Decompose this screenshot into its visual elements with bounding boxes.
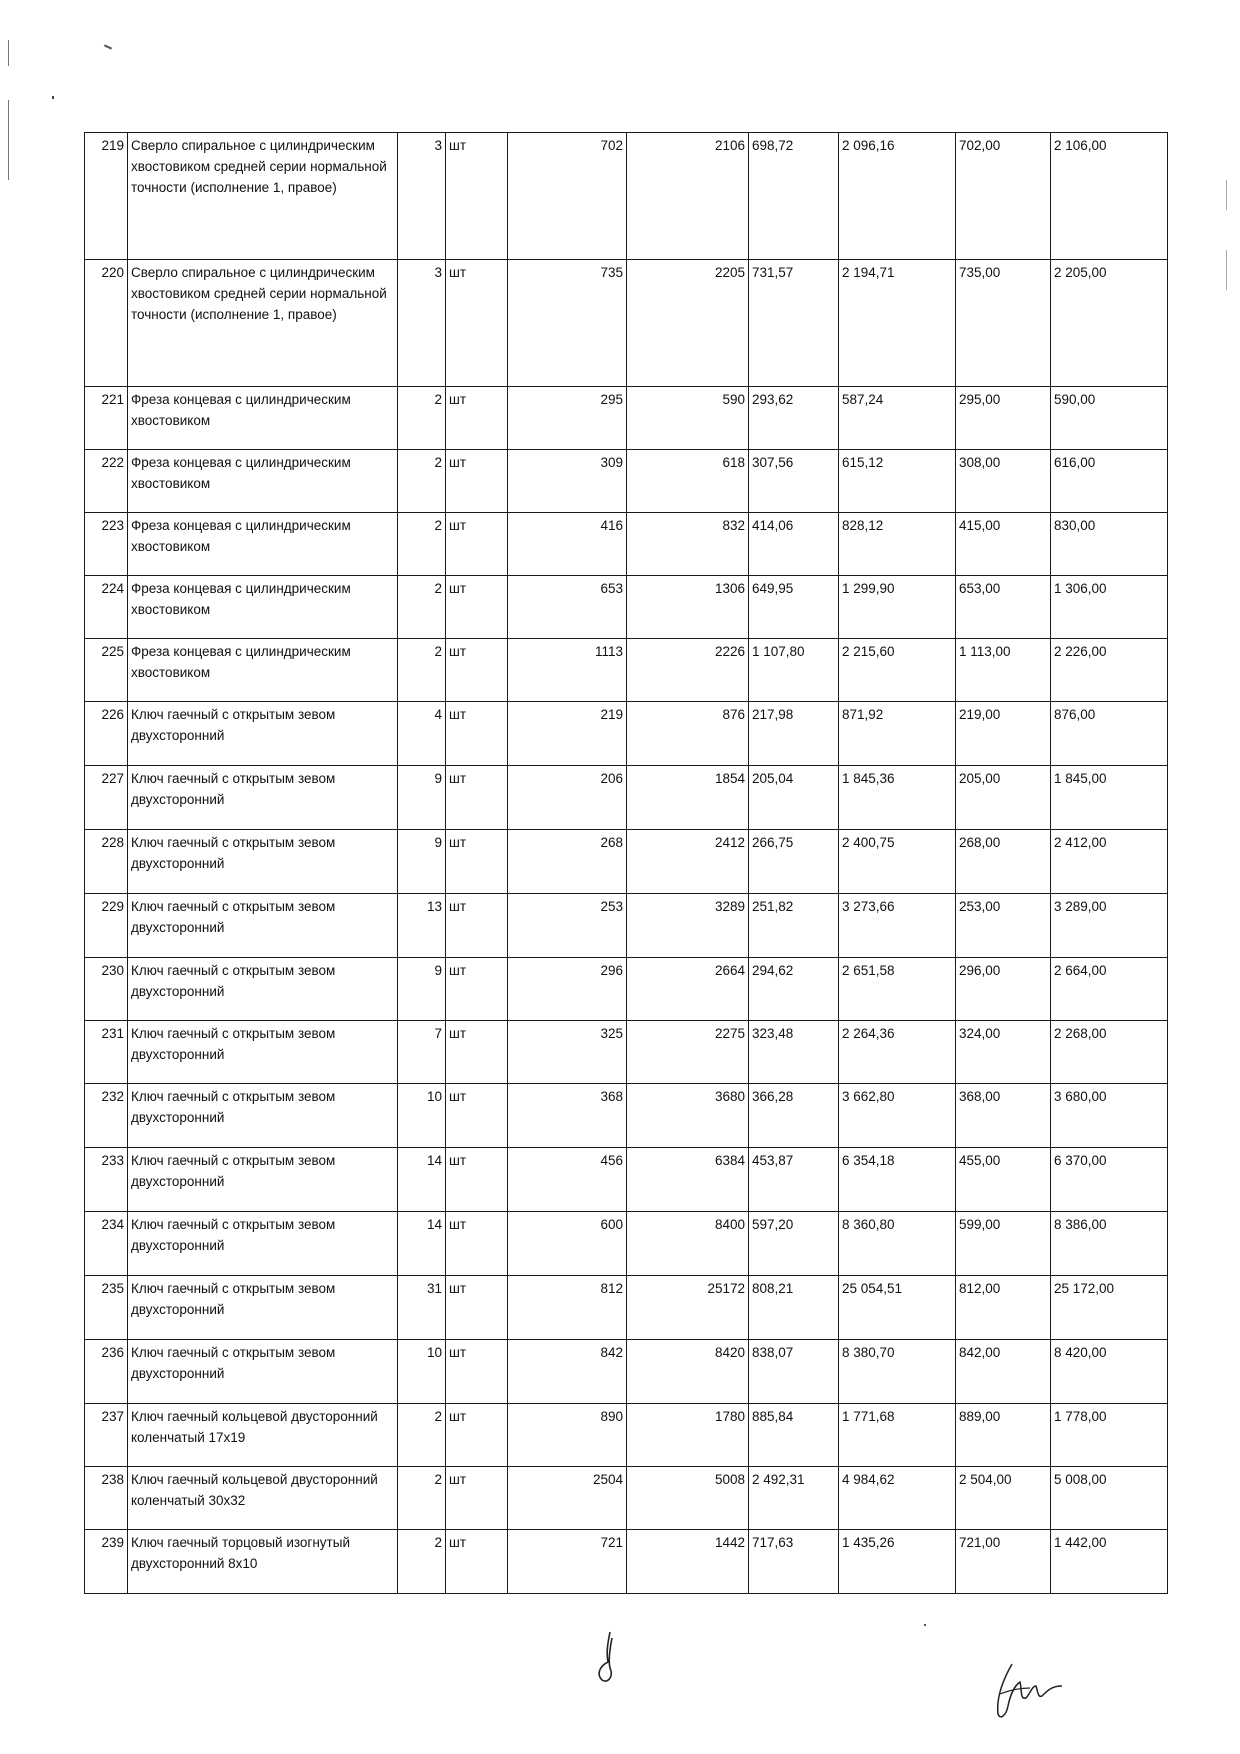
unit-cell: шт — [446, 702, 508, 766]
item-name-cell: Ключ гаечный с открытым зевом двухсторонний — [128, 1340, 398, 1404]
table-row — [85, 260, 1168, 387]
total-2-cell: 2 106,00 — [1051, 133, 1168, 260]
quantity-cell: 2 — [398, 576, 446, 639]
row-number-cell: 239 — [85, 1530, 128, 1594]
item-name-cell: Ключ гаечный с открытым зевом двухсторонний — [128, 702, 398, 766]
table-row — [85, 387, 1168, 450]
total-1-cell: 6 354,18 — [839, 1148, 956, 1212]
row-number-cell: 230 — [85, 958, 128, 1021]
total-2-cell: 6 370,00 — [1051, 1148, 1168, 1212]
table-row — [85, 830, 1168, 894]
unit-cell: шт — [446, 450, 508, 513]
total-cell: 5008 — [627, 1467, 749, 1530]
row-number-cell: 221 — [85, 387, 128, 450]
unit-cell: шт — [446, 387, 508, 450]
total-2-cell: 3 289,00 — [1051, 894, 1168, 958]
table-row — [85, 513, 1168, 576]
unit-cell: шт — [446, 639, 508, 702]
total-cell: 590 — [627, 387, 749, 450]
total-1-cell: 25 054,51 — [839, 1276, 956, 1340]
total-2-cell: 1 778,00 — [1051, 1404, 1168, 1467]
unit-cell: шт — [446, 1276, 508, 1340]
price-1-cell: 698,72 — [749, 133, 839, 260]
row-number-cell: 227 — [85, 766, 128, 830]
scan-mark — [1226, 180, 1227, 210]
total-1-cell: 1 771,68 — [839, 1404, 956, 1467]
item-name-cell: Ключ гаечный с открытым зевом двухсторонний — [128, 1084, 398, 1148]
price-1-cell: 323,48 — [749, 1021, 839, 1084]
price-2-cell: 268,00 — [956, 830, 1051, 894]
scan-mark — [1226, 250, 1227, 290]
quantity-cell: 2 — [398, 1467, 446, 1530]
total-1-cell: 2 194,71 — [839, 260, 956, 387]
table-row — [85, 1148, 1168, 1212]
table-row — [85, 1276, 1168, 1340]
unit-price-cell: 456 — [508, 1148, 627, 1212]
scan-mark — [924, 1624, 926, 1626]
price-1-cell: 251,82 — [749, 894, 839, 958]
table-row — [85, 766, 1168, 830]
quantity-cell: 2 — [398, 639, 446, 702]
unit-price-cell: 735 — [508, 260, 627, 387]
total-1-cell: 3 662,80 — [839, 1084, 956, 1148]
price-1-cell: 885,84 — [749, 1404, 839, 1467]
total-1-cell: 1 299,90 — [839, 576, 956, 639]
unit-cell: шт — [446, 1148, 508, 1212]
unit-price-cell: 653 — [508, 576, 627, 639]
total-cell: 2106 — [627, 133, 749, 260]
row-number-cell: 234 — [85, 1212, 128, 1276]
quantity-cell: 9 — [398, 958, 446, 1021]
unit-price-cell: 2504 — [508, 1467, 627, 1530]
price-1-cell: 293,62 — [749, 387, 839, 450]
total-1-cell: 1 845,36 — [839, 766, 956, 830]
price-2-cell: 721,00 — [956, 1530, 1051, 1594]
items-table — [84, 132, 1168, 1594]
price-2-cell: 368,00 — [956, 1084, 1051, 1148]
price-1-cell: 838,07 — [749, 1340, 839, 1404]
total-1-cell: 2 215,60 — [839, 639, 956, 702]
item-name-cell: Ключ гаечный кольцевой двусторонний коленчатый 17x19 — [128, 1404, 398, 1467]
price-2-cell: 653,00 — [956, 576, 1051, 639]
row-number-cell: 232 — [85, 1084, 128, 1148]
quantity-cell: 13 — [398, 894, 446, 958]
quantity-cell: 4 — [398, 702, 446, 766]
item-name-cell: Ключ гаечный с открытым зевом двухсторонний — [128, 830, 398, 894]
total-2-cell: 1 845,00 — [1051, 766, 1168, 830]
price-1-cell: 366,28 — [749, 1084, 839, 1148]
total-1-cell: 3 273,66 — [839, 894, 956, 958]
table-row — [85, 133, 1168, 260]
table-row — [85, 450, 1168, 513]
item-name-cell: Ключ гаечный с открытым зевом двухсторонний — [128, 894, 398, 958]
unit-cell: шт — [446, 513, 508, 576]
quantity-cell: 9 — [398, 766, 446, 830]
total-1-cell: 828,12 — [839, 513, 956, 576]
total-1-cell: 2 400,75 — [839, 830, 956, 894]
unit-cell: шт — [446, 1467, 508, 1530]
table-row — [85, 1021, 1168, 1084]
total-cell: 2275 — [627, 1021, 749, 1084]
unit-cell: шт — [446, 830, 508, 894]
total-cell: 832 — [627, 513, 749, 576]
price-2-cell: 889,00 — [956, 1404, 1051, 1467]
quantity-cell: 2 — [398, 513, 446, 576]
price-2-cell: 308,00 — [956, 450, 1051, 513]
quantity-cell: 3 — [398, 260, 446, 387]
table-row — [85, 1084, 1168, 1148]
price-2-cell: 205,00 — [956, 766, 1051, 830]
unit-price-cell: 325 — [508, 1021, 627, 1084]
price-2-cell: 842,00 — [956, 1340, 1051, 1404]
item-name-cell: Сверло спиральное с цилиндрическим хвостовиком средней серии нормальной точности (исполнение 1, правое) — [128, 260, 398, 387]
table-row — [85, 1212, 1168, 1276]
item-name-cell: Ключ гаечный с открытым зевом двухсторонний — [128, 766, 398, 830]
price-1-cell: 2 492,31 — [749, 1467, 839, 1530]
price-2-cell: 253,00 — [956, 894, 1051, 958]
unit-price-cell: 206 — [508, 766, 627, 830]
unit-cell: шт — [446, 1084, 508, 1148]
total-2-cell: 1 442,00 — [1051, 1530, 1168, 1594]
price-2-cell: 295,00 — [956, 387, 1051, 450]
total-1-cell: 871,92 — [839, 702, 956, 766]
row-number-cell: 223 — [85, 513, 128, 576]
unit-price-cell: 812 — [508, 1276, 627, 1340]
signature-scribble — [986, 1656, 1066, 1722]
item-name-cell: Фреза концевая с цилиндрическим хвостовиком — [128, 387, 398, 450]
total-2-cell: 2 412,00 — [1051, 830, 1168, 894]
item-name-cell: Ключ гаечный с открытым зевом двухсторонний — [128, 1276, 398, 1340]
unit-price-cell: 268 — [508, 830, 627, 894]
unit-price-cell: 1113 — [508, 639, 627, 702]
price-1-cell: 597,20 — [749, 1212, 839, 1276]
item-name-cell: Фреза концевая с цилиндрическим хвостовиком — [128, 450, 398, 513]
unit-price-cell: 295 — [508, 387, 627, 450]
total-2-cell: 2 226,00 — [1051, 639, 1168, 702]
row-number-cell: 233 — [85, 1148, 128, 1212]
table-row — [85, 958, 1168, 1021]
price-2-cell: 324,00 — [956, 1021, 1051, 1084]
row-number-cell: 231 — [85, 1021, 128, 1084]
total-2-cell: 3 680,00 — [1051, 1084, 1168, 1148]
total-1-cell: 2 096,16 — [839, 133, 956, 260]
total-cell: 3680 — [627, 1084, 749, 1148]
price-2-cell: 1 113,00 — [956, 639, 1051, 702]
row-number-cell: 226 — [85, 702, 128, 766]
unit-cell: шт — [446, 1404, 508, 1467]
table-row — [85, 1530, 1168, 1594]
unit-price-cell: 842 — [508, 1340, 627, 1404]
total-2-cell: 5 008,00 — [1051, 1467, 1168, 1530]
total-1-cell: 8 380,70 — [839, 1340, 956, 1404]
scan-mark — [8, 100, 9, 180]
price-2-cell: 599,00 — [956, 1212, 1051, 1276]
row-number-cell: 222 — [85, 450, 128, 513]
price-2-cell: 219,00 — [956, 702, 1051, 766]
table-row — [85, 576, 1168, 639]
unit-cell: шт — [446, 1340, 508, 1404]
table-row — [85, 639, 1168, 702]
total-cell: 876 — [627, 702, 749, 766]
row-number-cell: 238 — [85, 1467, 128, 1530]
quantity-cell: 2 — [398, 387, 446, 450]
total-1-cell: 8 360,80 — [839, 1212, 956, 1276]
row-number-cell: 229 — [85, 894, 128, 958]
quantity-cell: 14 — [398, 1148, 446, 1212]
item-name-cell: Ключ гаечный с открытым зевом двухсторонний — [128, 1021, 398, 1084]
quantity-cell: 3 — [398, 133, 446, 260]
total-cell: 25172 — [627, 1276, 749, 1340]
price-1-cell: 1 107,80 — [749, 639, 839, 702]
item-name-cell: Фреза концевая с цилиндрическим хвостовиком — [128, 639, 398, 702]
row-number-cell: 224 — [85, 576, 128, 639]
table-row — [85, 894, 1168, 958]
price-2-cell: 415,00 — [956, 513, 1051, 576]
price-1-cell: 205,04 — [749, 766, 839, 830]
quantity-cell: 7 — [398, 1021, 446, 1084]
unit-price-cell: 368 — [508, 1084, 627, 1148]
unit-price-cell: 600 — [508, 1212, 627, 1276]
table-body — [85, 133, 1168, 1594]
quantity-cell: 10 — [398, 1084, 446, 1148]
table-row — [85, 702, 1168, 766]
row-number-cell: 220 — [85, 260, 128, 387]
price-2-cell: 296,00 — [956, 958, 1051, 1021]
unit-cell: шт — [446, 958, 508, 1021]
unit-cell: шт — [446, 1021, 508, 1084]
table-row — [85, 1340, 1168, 1404]
total-cell: 2664 — [627, 958, 749, 1021]
item-name-cell: Ключ гаечный с открытым зевом двухсторонний — [128, 958, 398, 1021]
quantity-cell: 2 — [398, 450, 446, 513]
row-number-cell: 219 — [85, 133, 128, 260]
quantity-cell: 9 — [398, 830, 446, 894]
total-cell: 1442 — [627, 1530, 749, 1594]
unit-price-cell: 702 — [508, 133, 627, 260]
total-1-cell: 615,12 — [839, 450, 956, 513]
price-1-cell: 453,87 — [749, 1148, 839, 1212]
row-number-cell: 228 — [85, 830, 128, 894]
table-row — [85, 1404, 1168, 1467]
quantity-cell: 10 — [398, 1340, 446, 1404]
total-2-cell: 876,00 — [1051, 702, 1168, 766]
total-cell: 618 — [627, 450, 749, 513]
price-2-cell: 702,00 — [956, 133, 1051, 260]
scan-mark — [52, 96, 54, 99]
item-name-cell: Ключ гаечный с открытым зевом двухсторонний — [128, 1148, 398, 1212]
total-cell: 1854 — [627, 766, 749, 830]
total-2-cell: 2 664,00 — [1051, 958, 1168, 1021]
total-2-cell: 25 172,00 — [1051, 1276, 1168, 1340]
quantity-cell: 2 — [398, 1530, 446, 1594]
total-2-cell: 590,00 — [1051, 387, 1168, 450]
item-name-cell: Фреза концевая с цилиндрическим хвостовиком — [128, 513, 398, 576]
total-cell: 6384 — [627, 1148, 749, 1212]
item-name-cell: Ключ гаечный с открытым зевом двухсторонний — [128, 1212, 398, 1276]
total-1-cell: 2 651,58 — [839, 958, 956, 1021]
row-number-cell: 235 — [85, 1276, 128, 1340]
unit-price-cell: 721 — [508, 1530, 627, 1594]
total-2-cell: 1 306,00 — [1051, 576, 1168, 639]
price-1-cell: 649,95 — [749, 576, 839, 639]
total-cell: 1780 — [627, 1404, 749, 1467]
row-number-cell: 237 — [85, 1404, 128, 1467]
total-2-cell: 2 268,00 — [1051, 1021, 1168, 1084]
total-2-cell: 2 205,00 — [1051, 260, 1168, 387]
total-2-cell: 830,00 — [1051, 513, 1168, 576]
total-cell: 8400 — [627, 1212, 749, 1276]
total-2-cell: 8 386,00 — [1051, 1212, 1168, 1276]
price-2-cell: 2 504,00 — [956, 1467, 1051, 1530]
total-cell: 2226 — [627, 639, 749, 702]
unit-price-cell: 219 — [508, 702, 627, 766]
item-name-cell: Ключ гаечный торцовый изогнутый двухсторонний 8x10 — [128, 1530, 398, 1594]
table-row — [85, 1467, 1168, 1530]
price-2-cell: 735,00 — [956, 260, 1051, 387]
unit-cell: шт — [446, 894, 508, 958]
scan-mark — [104, 44, 112, 49]
price-1-cell: 307,56 — [749, 450, 839, 513]
unit-cell: шт — [446, 260, 508, 387]
price-1-cell: 808,21 — [749, 1276, 839, 1340]
unit-cell: шт — [446, 1530, 508, 1594]
price-1-cell: 717,63 — [749, 1530, 839, 1594]
quantity-cell: 14 — [398, 1212, 446, 1276]
scan-mark — [8, 40, 9, 66]
unit-price-cell: 416 — [508, 513, 627, 576]
row-number-cell: 236 — [85, 1340, 128, 1404]
price-1-cell: 217,98 — [749, 702, 839, 766]
total-1-cell: 2 264,36 — [839, 1021, 956, 1084]
price-1-cell: 414,06 — [749, 513, 839, 576]
total-1-cell: 587,24 — [839, 387, 956, 450]
unit-price-cell: 309 — [508, 450, 627, 513]
total-cell: 2412 — [627, 830, 749, 894]
unit-cell: шт — [446, 766, 508, 830]
quantity-cell: 2 — [398, 1404, 446, 1467]
unit-cell: шт — [446, 576, 508, 639]
price-1-cell: 294,62 — [749, 958, 839, 1021]
total-2-cell: 8 420,00 — [1051, 1340, 1168, 1404]
total-cell: 1306 — [627, 576, 749, 639]
item-name-cell: Фреза концевая с цилиндрическим хвостовиком — [128, 576, 398, 639]
unit-cell: шт — [446, 133, 508, 260]
total-1-cell: 1 435,26 — [839, 1530, 956, 1594]
row-number-cell: 225 — [85, 639, 128, 702]
quantity-cell: 31 — [398, 1276, 446, 1340]
price-1-cell: 731,57 — [749, 260, 839, 387]
unit-price-cell: 296 — [508, 958, 627, 1021]
total-1-cell: 4 984,62 — [839, 1467, 956, 1530]
price-2-cell: 455,00 — [956, 1148, 1051, 1212]
item-name-cell: Ключ гаечный кольцевой двусторонний коленчатый 30x32 — [128, 1467, 398, 1530]
item-name-cell: Сверло спиральное с цилиндрическим хвостовиком средней серии нормальной точности (исполнение 1, правое) — [128, 133, 398, 260]
signature-mark — [588, 1628, 628, 1688]
unit-cell: шт — [446, 1212, 508, 1276]
price-2-cell: 812,00 — [956, 1276, 1051, 1340]
total-2-cell: 616,00 — [1051, 450, 1168, 513]
unit-price-cell: 253 — [508, 894, 627, 958]
unit-price-cell: 890 — [508, 1404, 627, 1467]
total-cell: 3289 — [627, 894, 749, 958]
total-cell: 2205 — [627, 260, 749, 387]
total-cell: 8420 — [627, 1340, 749, 1404]
price-1-cell: 266,75 — [749, 830, 839, 894]
